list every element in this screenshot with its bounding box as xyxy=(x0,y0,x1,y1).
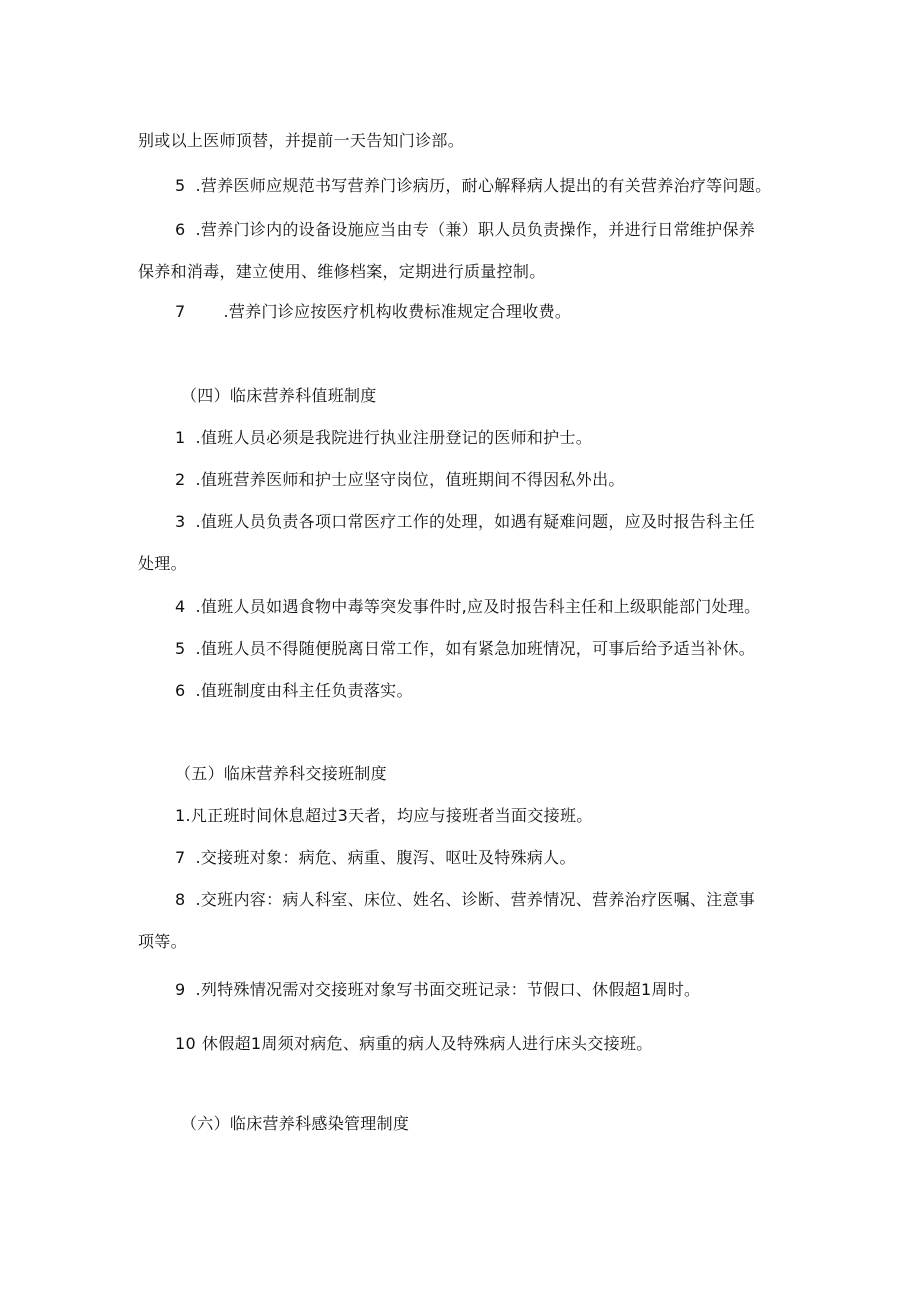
item-number: 10 xyxy=(175,1034,196,1053)
list-item xyxy=(175,806,593,826)
list-item xyxy=(175,512,755,532)
item-text: .值班人员不得随便脱离日常工作，如有紧急加班情况，可事后给予适当补休。 xyxy=(195,639,756,658)
item-text: 休假超1周须对病危、病重的病人及特殊病人进行床头交接班。 xyxy=(201,1034,653,1053)
item-text: .营养门诊应按医疗机构收费标准规定合理收费。 xyxy=(223,302,572,321)
heading-text: （四）临床营养科值班制度 xyxy=(181,386,377,405)
item-number: 4 xyxy=(175,597,186,616)
heading-text: （五）临床营养科交接班制度 xyxy=(175,764,387,783)
item-text: 保养和消毒，建立使用、维修档案，定期进行质量控制。 xyxy=(138,262,546,281)
section-heading xyxy=(181,386,377,406)
paragraph-text: 别或以上医师顶替，并提前一天告知门诊部。 xyxy=(138,131,465,150)
item-number: 1 xyxy=(175,428,186,447)
list-item xyxy=(175,470,625,490)
item-text: .值班人员如遇食物中毒等突发事件时,应及时报告科主任和上级职能部门处理。 xyxy=(195,597,761,616)
item-text: .凡正班时间休息超过3天者，均应与接班者当面交接班。 xyxy=(185,806,593,825)
item-text: .值班制度由科主任负责落实。 xyxy=(195,681,413,700)
list-item-continuation xyxy=(138,932,187,952)
item-text: 项等。 xyxy=(138,932,187,951)
item-number: 7 xyxy=(175,848,186,867)
item-text: .营养门诊内的设备设施应当由专（兼）职人员负责操作，并进行日常维护保养 xyxy=(195,220,756,239)
item-number: 7 xyxy=(175,302,186,321)
item-number: 6 xyxy=(175,220,186,239)
list-item xyxy=(175,176,771,196)
list-item xyxy=(175,220,755,240)
item-text: .值班营养医师和护士应坚守岗位，值班期间不得因私外出。 xyxy=(195,470,625,489)
item-text: .列特殊情况需对交接班对象写书面交班记录：节假口、休假超1周时。 xyxy=(195,980,701,999)
list-item xyxy=(175,428,592,448)
item-number: 9 xyxy=(175,980,186,999)
item-text: .营养医师应规范书写营养门诊病历，耐心解释病人提出的有关营养治疗等问题。 xyxy=(195,176,772,195)
list-item-continuation xyxy=(138,554,187,574)
list-item xyxy=(175,890,755,910)
item-text: .交班内容：病人科室、床位、姓名、诊断、营养情况、营养治疗医嘱、注意事 xyxy=(195,890,756,909)
item-text: .值班人员负责各项口常医疗工作的处理，如遇有疑难问题，应及时报告科主任 xyxy=(195,512,756,531)
item-text: .值班人员必须是我院进行执业注册登记的医师和护士。 xyxy=(195,428,593,447)
list-item xyxy=(175,848,576,868)
list-item xyxy=(175,302,571,322)
list-item xyxy=(175,681,413,701)
item-number: 1 xyxy=(175,806,186,825)
list-item xyxy=(175,1034,653,1054)
item-number: 8 xyxy=(175,890,186,909)
section-heading xyxy=(181,1114,409,1134)
paragraph-continuation xyxy=(138,131,464,151)
list-item xyxy=(175,639,755,659)
item-number: 3 xyxy=(175,512,186,531)
list-item-continuation xyxy=(138,262,546,282)
section-heading xyxy=(175,764,387,784)
item-number: 2 xyxy=(175,470,186,489)
item-number: 5 xyxy=(175,639,186,658)
list-item xyxy=(175,980,700,1000)
item-number: 6 xyxy=(175,681,186,700)
list-item xyxy=(175,597,760,617)
item-number: 5 xyxy=(175,176,186,195)
item-text: 处理。 xyxy=(138,554,187,573)
heading-text: （六）临床营养科感染管理制度 xyxy=(181,1114,410,1133)
item-text: .交接班对象：病危、病重、腹泻、呕吐及特殊病人。 xyxy=(195,848,576,867)
